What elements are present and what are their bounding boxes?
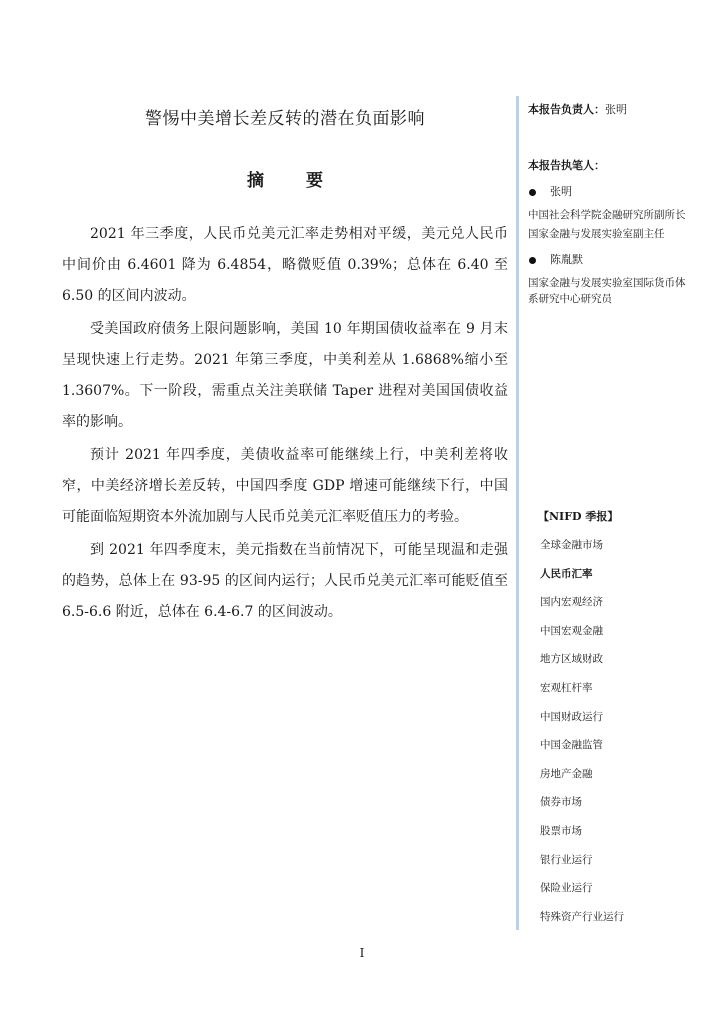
bullet-icon (529, 189, 536, 196)
series-item: 中国金融监管 (540, 739, 603, 752)
report-credits (528, 96, 688, 307)
nifd-quarterly-series (528, 509, 688, 931)
author-entry (528, 184, 688, 200)
series-item: 保险业运行 (540, 882, 593, 895)
responsible-label: 本报告负责人： (528, 103, 605, 116)
series-item: 地方区域财政 (540, 653, 603, 666)
author-name: 张明 (550, 185, 572, 198)
series-item: 人民币汇率 (540, 567, 593, 580)
report-title: 警惕中美增长差反转的潜在负面影响 (145, 109, 425, 129)
report-main-content (62, 98, 508, 628)
writers-label: 本报告执笔人： (528, 159, 605, 172)
series-item: 银行业运行 (540, 853, 593, 866)
series-title: 【NIFD 季报】 (538, 510, 619, 523)
series-item: 中国宏观金融 (540, 624, 603, 637)
series-item: 债券市场 (540, 796, 582, 809)
series-list (528, 531, 688, 931)
responsible-person (528, 102, 688, 118)
sidebar-divider-bar (516, 96, 519, 930)
responsible-name: 张明 (605, 103, 627, 116)
series-item: 特殊资产行业运行 (540, 910, 624, 923)
author-affiliation: 国家金融与发展实验室副主任 (528, 228, 665, 240)
author-name: 陈胤默 (550, 253, 583, 266)
series-item: 宏观杠杆率 (540, 681, 593, 694)
page-number: I (359, 946, 365, 960)
series-item: 股票市场 (540, 824, 582, 837)
bullet-icon (529, 257, 536, 264)
abstract-paragraph: 预计 2021 年四季度，美债收益率可能继续上行，中美利差将收窄，中美经济增长差反转，中国四季度 GDP 增速可能继续下行，中国可能面临短期资本外流加剧与人民币兑美元汇率贬值压力的考验。 (62, 447, 508, 525)
series-item: 中国财政运行 (540, 710, 603, 723)
series-item: 房地产金融 (540, 767, 593, 780)
abstract-paragraph: 到 2021 年四季度末，美元指数在当前情况下，可能呈现温和走强的趋势，总体上在 93-95 的区间内运行；人民币兑美元汇率可能贬值至 6.5-6.6 附近，总体在 6.4-6.7 的区间波动。 (62, 542, 508, 620)
author-entry (528, 252, 688, 268)
series-item: 全球金融市场 (540, 539, 603, 551)
abstract-paragraph: 2021 年三季度，人民币兑美元汇率走势相对平缓，美元兑人民币中间价由 6.4601 降为 6.4854，略微贬值 0.39%；总体在 6.40 至 6.50 的区间内波动。 (62, 226, 508, 304)
abstract-paragraph: 受美国政府债务上限问题影响，美国 10 年期国债收益率在 9 月末呈现快速上行走势。2021 年第三季度，中美利差从 1.6868%缩小至 1.3607%。下一阶段，需重点关注美联储 Taper 进程对美国国债收益率的影响。 (62, 321, 508, 430)
author-affiliation: 国家金融与发展实验室国际货币体系研究中心研究员 (528, 277, 686, 305)
abstract-heading: 摘 要 (247, 171, 341, 191)
abstract-body (62, 219, 508, 628)
author-affiliation: 中国社会科学院金融研究所副所长 (528, 209, 686, 221)
series-item: 国内宏观经济 (540, 596, 603, 609)
